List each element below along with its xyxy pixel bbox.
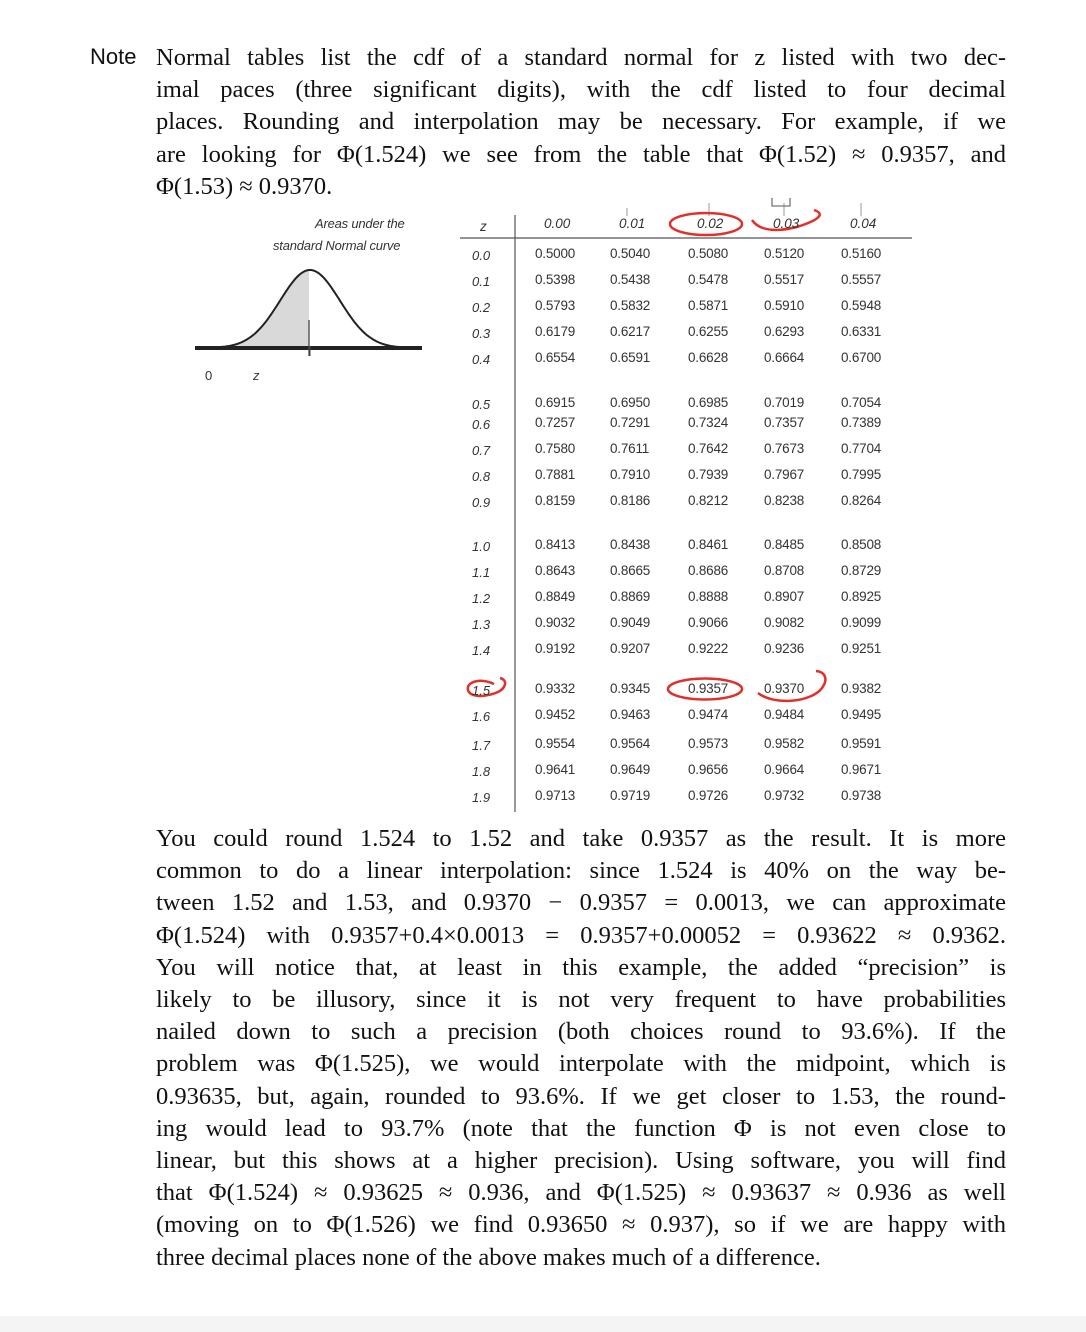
cdf-value: 0.6664	[764, 350, 805, 365]
intro-line: are looking for Φ(1.524) we see from the table that Φ(1.52) ≈ 0.9357, and	[156, 140, 1006, 168]
explanation-line: Φ(1.524) with 0.9357+0.4×0.0013 = 0.9357+0.00052 = 0.93622 ≈ 0.9362.	[156, 921, 1006, 949]
axis-zero-label: 0	[205, 368, 213, 383]
cdf-value: 0.8869	[610, 589, 651, 604]
z-value: 0.5	[472, 397, 491, 412]
axis-z-label: z	[253, 368, 260, 383]
explanation-line: three decimal places none of the above makes much of a difference.	[156, 1243, 821, 1271]
explanation-line: tween 1.52 and 1.53, and 0.9370 − 0.9357 = 0.0013, we can approximate	[156, 889, 1006, 917]
explanation-line: You could round 1.524 to 1.52 and take 0.9357 as the result. It is more	[156, 825, 1006, 852]
cdf-value: 0.9332	[535, 681, 576, 696]
intro-line: Φ(1.53) ≈ 0.9370.	[156, 172, 333, 200]
cdf-value: 0.9236	[764, 641, 805, 656]
z-value: 0.6	[472, 417, 491, 432]
z-value: 1.7	[472, 738, 491, 753]
cdf-value: 0.6950	[610, 395, 651, 410]
explanation-line: nailed down to such a precision (both choices round to 93.6%). If the	[156, 1018, 1006, 1046]
cdf-value: 0.9573	[688, 736, 729, 751]
z-value: 1.4	[472, 643, 491, 658]
column-header: 0.04	[850, 216, 877, 231]
cdf-value: 0.8508	[841, 537, 882, 552]
cdf-value: 0.6915	[535, 395, 576, 410]
cdf-value: 0.9719	[610, 788, 651, 803]
cdf-value: 0.7910	[610, 467, 651, 482]
cdf-value: 0.8485	[764, 537, 805, 552]
cdf-value: 0.7939	[688, 467, 729, 482]
cdf-value: 0.8264	[841, 493, 882, 508]
graph-caption-line2: standard Normal curve	[273, 238, 401, 253]
graph-caption-line1: Areas under the	[315, 216, 405, 231]
cdf-value: 0.6217	[610, 324, 651, 339]
cdf-value: 0.8708	[764, 563, 805, 578]
cdf-value: 0.7257	[535, 415, 576, 430]
explanation-line: that Φ(1.524) ≈ 0.93625 ≈ 0.936, and Φ(1.525) ≈ 0.93637 ≈ 0.936 as well	[156, 1179, 1006, 1207]
cdf-value: 0.6985	[688, 395, 729, 410]
z-value: 0.2	[472, 300, 491, 315]
z-value: 1.2	[472, 591, 491, 606]
cdf-value: 0.6628	[688, 350, 729, 365]
cdf-value: 0.9641	[535, 762, 576, 777]
cdf-value: 0.5948	[841, 298, 882, 313]
z-value: 1.3	[472, 617, 491, 632]
z-value: 0.7	[472, 443, 491, 458]
explanation-line: problem was Φ(1.525), we would interpolate with the midpoint, which is	[156, 1050, 1006, 1078]
cdf-value: 0.9032	[535, 615, 576, 630]
z-value: 0.3	[472, 326, 491, 341]
z-value: 0.8	[472, 469, 491, 484]
intro-line: Normal tables list the cdf of a standard normal for z listed with two dec-	[156, 44, 1006, 71]
cdf-value: 0.6554	[535, 350, 576, 365]
z-value: 1.8	[472, 764, 491, 779]
cdf-value: 0.7642	[688, 441, 729, 456]
cdf-value: 0.5910	[764, 298, 805, 313]
column-header: 0.03	[773, 216, 800, 231]
note-label: Note	[90, 44, 137, 69]
cdf-value: 0.9713	[535, 788, 576, 803]
cdf-value: 0.9251	[841, 641, 882, 656]
explanation-line: ing would lead to 93.7% (note that the function Φ is not even close to	[156, 1114, 1006, 1142]
cdf-value: 0.6179	[535, 324, 576, 339]
cdf-value: 0.7580	[535, 441, 576, 456]
cdf-value: 0.5793	[535, 298, 576, 313]
cdf-value: 0.5832	[610, 298, 651, 313]
explanation-line: (moving on to Φ(1.526) we find 0.93650 ≈ 0.937), so if we are happy with	[156, 1211, 1006, 1239]
cdf-value: 0.7967	[764, 467, 805, 482]
cdf-value: 0.7324	[688, 415, 729, 430]
cdf-value: 0.5040	[610, 246, 651, 261]
z-value: 1.5	[472, 683, 491, 698]
cdf-value: 0.9049	[610, 615, 651, 630]
cdf-value: 0.5000	[535, 246, 576, 261]
explanation-paragraph	[156, 823, 1006, 1274]
cdf-value: 0.7673	[764, 441, 805, 456]
cdf-value: 0.9554	[535, 736, 576, 751]
cdf-value: 0.9671	[841, 762, 882, 777]
cdf-value: 0.8238	[764, 493, 805, 508]
cdf-value: 0.8413	[535, 537, 576, 552]
cdf-value: 0.9664	[764, 762, 805, 777]
z-value: 1.6	[472, 709, 491, 724]
bracket-mark	[772, 198, 790, 206]
z-value: 1.1	[472, 565, 491, 580]
cdf-value: 0.9474	[688, 707, 729, 722]
cdf-value: 0.9452	[535, 707, 576, 722]
cdf-value: 0.6293	[764, 324, 805, 339]
cdf-value: 0.6700	[841, 350, 882, 365]
cdf-value: 0.8665	[610, 563, 651, 578]
z-header: z	[480, 219, 487, 234]
cdf-value: 0.7389	[841, 415, 882, 430]
z-value: 1.9	[472, 790, 491, 805]
cdf-value: 0.9591	[841, 736, 882, 751]
cdf-value: 0.9066	[688, 615, 729, 630]
cdf-value: 0.8907	[764, 589, 805, 604]
cdf-value: 0.6591	[610, 350, 651, 365]
column-header: 0.00	[544, 216, 571, 231]
cdf-value: 0.7019	[764, 395, 805, 410]
intro-line: places. Rounding and interpolation may be necessary. For example, if we	[156, 108, 1006, 136]
cdf-value: 0.7995	[841, 467, 882, 482]
cdf-value: 0.8643	[535, 563, 576, 578]
cdf-value: 0.5478	[688, 272, 729, 287]
cdf-value: 0.6255	[688, 324, 729, 339]
cdf-value: 0.5438	[610, 272, 651, 287]
cdf-value: 0.5871	[688, 298, 729, 313]
cdf-value: 0.8212	[688, 493, 729, 508]
explanation-line: You will notice that, at least in this example, the added “precision” is	[156, 953, 1006, 981]
z-value: 1.0	[472, 539, 491, 554]
cdf-value: 0.7357	[764, 415, 805, 430]
z-value: 0.9	[472, 495, 491, 510]
cdf-value: 0.5517	[764, 272, 805, 287]
cdf-value: 0.7611	[610, 441, 650, 456]
cdf-value: 0.9656	[688, 762, 729, 777]
cdf-value: 0.5398	[535, 272, 576, 287]
explanation-line: likely to be illusory, since it is not very frequent to have probabilities	[156, 986, 1006, 1014]
z-value: 0.4	[472, 352, 491, 367]
intro-line: imal paces (three significant digits), with the cdf listed to four decimal	[156, 76, 1006, 104]
cdf-value: 0.9495	[841, 707, 882, 722]
explanation-line: common to do a linear interpolation: since 1.524 is 40% on the way be-	[156, 857, 1006, 885]
cdf-value: 0.9370	[764, 681, 805, 696]
cdf-value: 0.9738	[841, 788, 882, 803]
cdf-value: 0.5080	[688, 246, 729, 261]
column-header: 0.02	[697, 216, 724, 231]
cdf-value: 0.8186	[610, 493, 651, 508]
cdf-value: 0.8686	[688, 563, 729, 578]
cdf-value: 0.7881	[535, 467, 576, 482]
cdf-value: 0.9222	[688, 641, 729, 656]
cdf-value: 0.9099	[841, 615, 882, 630]
cdf-value: 0.9207	[610, 641, 651, 656]
cdf-value: 0.9564	[610, 736, 651, 751]
cdf-value: 0.8925	[841, 589, 882, 604]
cdf-value: 0.8849	[535, 589, 576, 604]
explanation-line: 0.93635, but, again, rounded to 93.6%. If we get closer to 1.53, the round-	[156, 1082, 1006, 1110]
cdf-value: 0.8729	[841, 563, 882, 578]
cdf-value: 0.8888	[688, 589, 729, 604]
column-header: 0.01	[619, 216, 646, 231]
cdf-value: 0.8159	[535, 493, 576, 508]
cdf-value: 0.5557	[841, 272, 882, 287]
cdf-value: 0.7291	[610, 415, 651, 430]
cdf-value: 0.9082	[764, 615, 805, 630]
cdf-value: 0.9484	[764, 707, 805, 722]
cdf-value: 0.9345	[610, 681, 651, 696]
z-value: 0.0	[472, 248, 491, 263]
cdf-value: 0.9463	[610, 707, 651, 722]
z-value: 0.1	[472, 274, 491, 289]
cdf-value: 0.7704	[841, 441, 882, 456]
cdf-value: 0.9192	[535, 641, 576, 656]
explanation-line: linear, but this shows at a higher precision). Using software, you will find	[156, 1147, 1006, 1175]
cdf-value: 0.9726	[688, 788, 729, 803]
cdf-value: 0.9382	[841, 681, 882, 696]
cdf-value: 0.5160	[841, 246, 882, 261]
cdf-value: 0.9732	[764, 788, 805, 803]
cdf-value: 0.5120	[764, 246, 805, 261]
cdf-value: 0.8438	[610, 537, 651, 552]
cdf-value: 0.9649	[610, 762, 651, 777]
cdf-value: 0.8461	[688, 537, 729, 552]
bottom-margin-strip	[0, 1316, 1086, 1332]
cdf-value: 0.9357	[688, 681, 729, 696]
cdf-value: 0.6331	[841, 324, 882, 339]
cdf-value: 0.7054	[841, 395, 882, 410]
cdf-value: 0.9582	[764, 736, 805, 751]
